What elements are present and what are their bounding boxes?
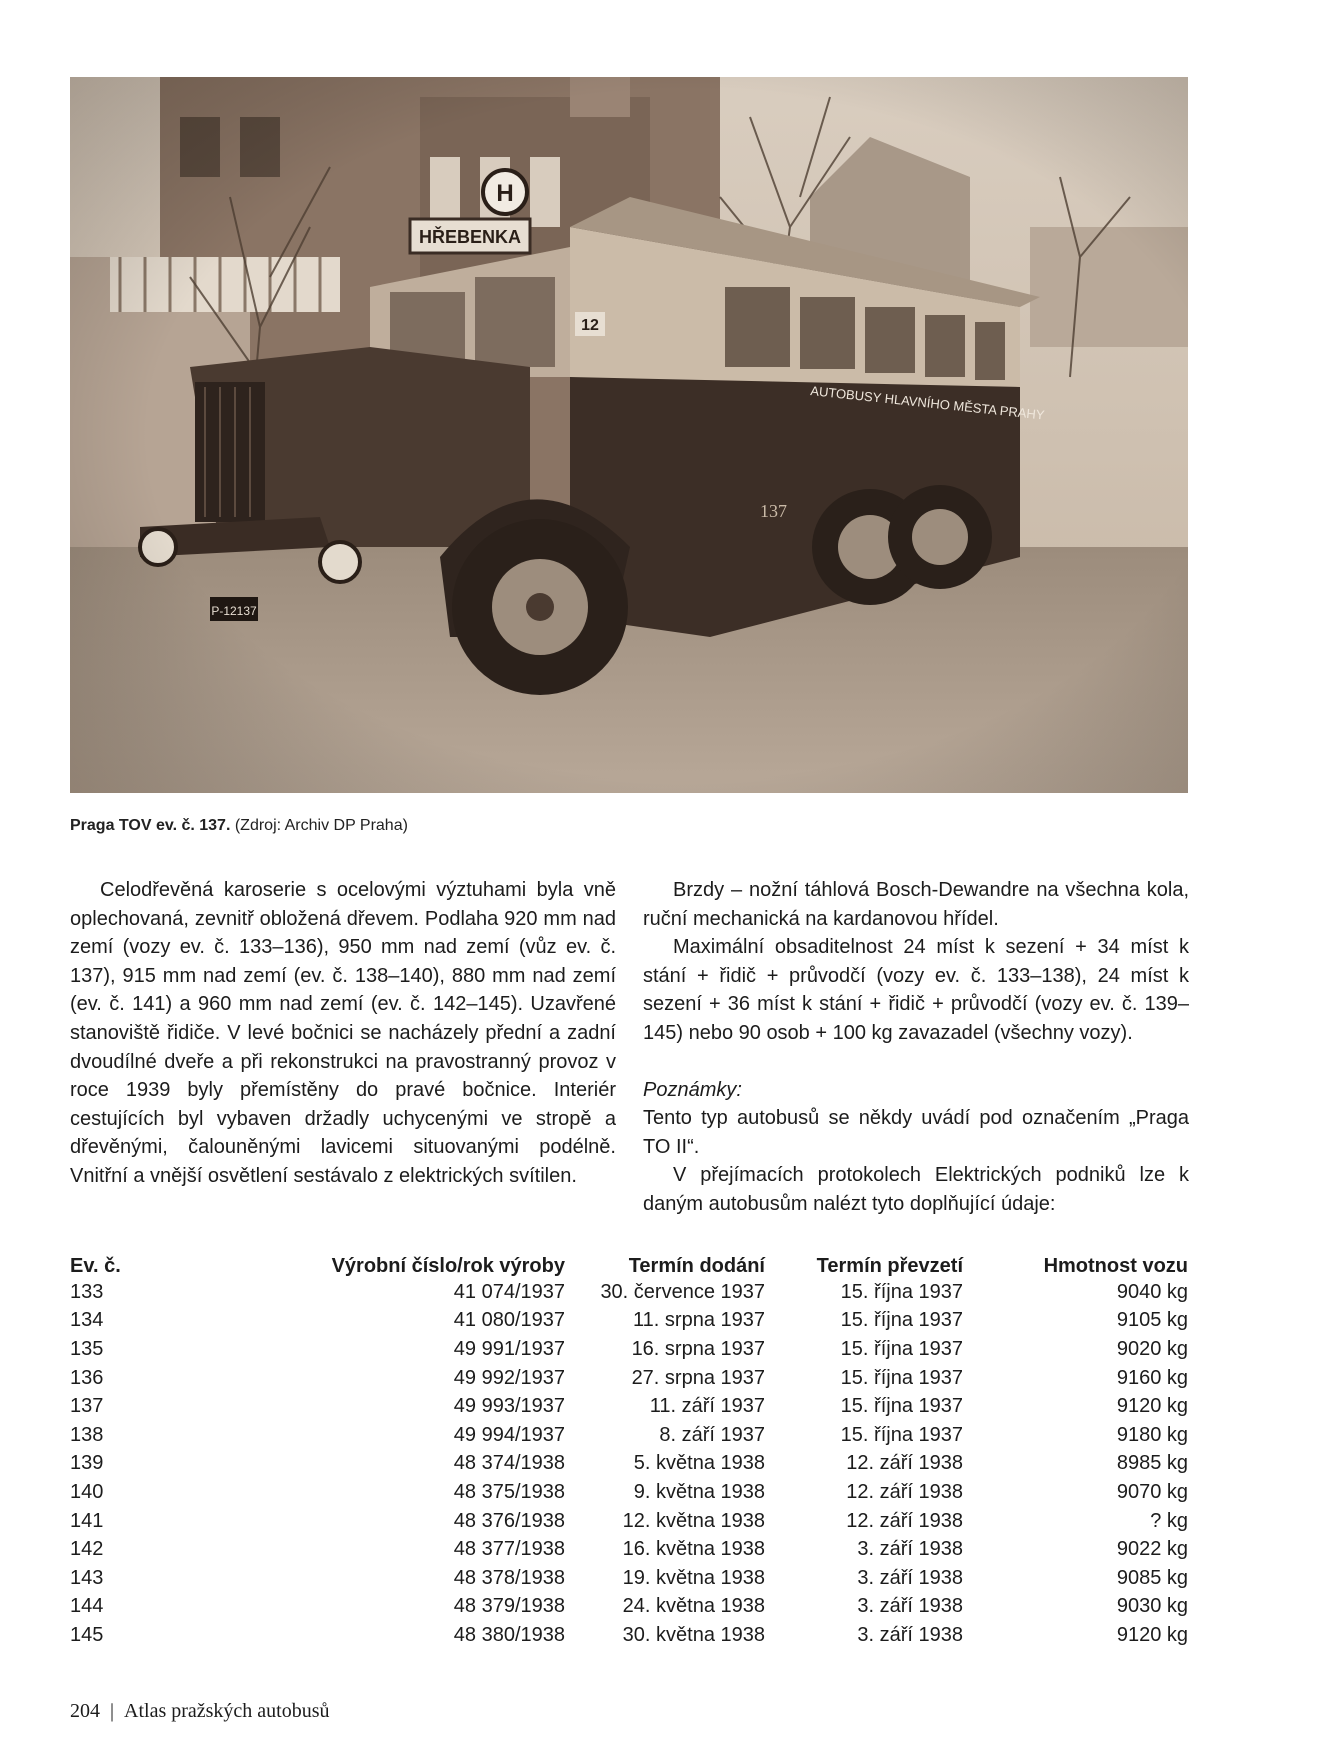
- table-header-row: [70, 1248, 1188, 1278]
- table-cell: 144: [70, 1595, 104, 1618]
- table-cell: 9020 kg: [1116, 1337, 1188, 1360]
- table-row: [70, 1450, 1188, 1479]
- table-cell: 9105 kg: [1116, 1309, 1188, 1332]
- table-cell: 48 378/1938: [453, 1566, 565, 1589]
- book-title: Atlas pražských autobusů: [124, 1700, 330, 1722]
- table-cell: 143: [70, 1566, 104, 1589]
- table-row: [70, 1478, 1188, 1507]
- table-cell: 49 991/1937: [453, 1337, 565, 1360]
- table-cell: 9030 kg: [1116, 1595, 1188, 1618]
- left-text-column: [70, 876, 616, 1191]
- table-cell: 9160 kg: [1116, 1366, 1188, 1389]
- table-cell: 48 376/1938: [453, 1509, 565, 1532]
- footer-separator: |: [110, 1700, 115, 1722]
- column-header: Termín převzetí: [816, 1255, 963, 1277]
- body-paragraph: Tento typ autobusů se někdy uvádí pod označením „Praga TO II“.: [643, 1107, 1189, 1158]
- table-cell: 16. května 1938: [622, 1538, 765, 1561]
- table-cell: 5. května 1938: [633, 1452, 765, 1475]
- column-header: Ev. č.: [70, 1255, 121, 1277]
- table-cell: 9085 kg: [1116, 1566, 1188, 1589]
- table-cell: 9120 kg: [1116, 1623, 1188, 1646]
- column-header: Termín dodání: [628, 1255, 765, 1277]
- table-row: [70, 1593, 1188, 1622]
- right-text-column: [643, 876, 1189, 1219]
- table-cell: 3. září 1938: [857, 1538, 963, 1561]
- body-paragraph: Celodřevěná karoserie s ocelovými výztuhami byla vně oplechovaná, zevnitř obložená dřevem. Podlaha 920 mm nad zemí (vozy ev. č. 133–136), 950 mm nad zemí (vůz ev. č. 137), 915 mm nad zemí (ev. č. 138–140), 880 mm nad zemí (ev. č. 141) a 960 mm nad zemí (ev. č. 142–145). Uzavřené stanoviště řidiče. V levé bočnici se nacházely přední a zadní dvoudílné dveře a při rekonstrukci na pravostranný provoz v roce 1939 byly přemístěny do pravé bočnice. Interiér cestujících byl vybaven držadly uchycenými ve stropě a dřevěnými, čalouněnými lavicemi situovanými podélně. Vnitřní a vnější osvětlení sestávalo z elektrických svítilen.: [70, 879, 616, 1187]
- table-cell: 15. října 1937: [840, 1423, 963, 1446]
- photo-caption: [70, 817, 408, 835]
- table-cell: 30. července 1937: [600, 1280, 765, 1303]
- table-cell: 3. září 1938: [857, 1566, 963, 1589]
- table-cell: 15. října 1937: [840, 1309, 963, 1332]
- table-row: [70, 1535, 1188, 1564]
- table-cell: 145: [70, 1623, 104, 1646]
- table-cell: 30. května 1938: [622, 1623, 765, 1646]
- table-cell: 24. května 1938: [622, 1595, 765, 1618]
- table-cell: 9180 kg: [1116, 1423, 1188, 1446]
- table-cell: 140: [70, 1480, 104, 1503]
- table-cell: 49 992/1937: [453, 1366, 565, 1389]
- table-cell: 9040 kg: [1116, 1280, 1188, 1303]
- table-cell: 48 377/1938: [453, 1538, 565, 1561]
- notes-label: Poznámky:: [643, 1078, 742, 1101]
- table-cell: 12. září 1938: [846, 1452, 963, 1475]
- body-paragraph: Maximální obsaditelnost 24 míst k sezení + 34 míst k stání + řidič + průvodčí (vozy ev. č. 133–138), 24 míst k sezení + 36 míst k stání + řidič + průvodčí (vozy ev. č. 139–145) nebo 90 osob + 100 kg zavazadel (všechny vozy).: [643, 936, 1189, 1044]
- table-cell: 48 379/1938: [453, 1595, 565, 1618]
- table-cell: 9120 kg: [1116, 1395, 1188, 1418]
- table-cell: 41 080/1937: [453, 1309, 565, 1332]
- table-cell: 11. září 1937: [649, 1395, 765, 1418]
- body-paragraph: V přejímacích protokolech Elektrických podniků lze k daným autobusům nalézt tyto doplňující údaje:: [643, 1164, 1189, 1215]
- table-cell: 9. května 1938: [633, 1480, 765, 1503]
- table-cell: 15. října 1937: [840, 1337, 963, 1360]
- table-cell: 12. září 1938: [846, 1480, 963, 1503]
- table-cell: 49 993/1937: [453, 1395, 565, 1418]
- table-cell: ? kg: [1150, 1509, 1188, 1532]
- table-cell: 48 380/1938: [453, 1623, 565, 1646]
- table-cell: 48 374/1938: [453, 1452, 565, 1475]
- bus-photo: [70, 77, 1188, 793]
- table-row: [70, 1392, 1188, 1421]
- table-row: [70, 1278, 1188, 1307]
- caption-source: (Zdroj: Archiv DP Praha): [230, 817, 408, 834]
- table-cell: 27. srpna 1937: [631, 1366, 765, 1389]
- table-row: [70, 1564, 1188, 1593]
- column-header: Hmotnost vozu: [1043, 1255, 1188, 1277]
- page-footer: [70, 1700, 330, 1723]
- table-row: [70, 1507, 1188, 1536]
- table-cell: 41 074/1937: [453, 1280, 565, 1303]
- table-cell: 49 994/1937: [453, 1423, 565, 1446]
- table-cell: 12. září 1938: [846, 1509, 963, 1532]
- table-cell: 8. září 1937: [659, 1423, 765, 1446]
- table-cell: 12. května 1938: [622, 1509, 765, 1532]
- table-cell: 15. října 1937: [840, 1280, 963, 1303]
- table-cell: 15. října 1937: [840, 1395, 963, 1418]
- table-cell: 134: [70, 1309, 104, 1332]
- table-row: [70, 1307, 1188, 1336]
- table-cell: 9070 kg: [1116, 1480, 1188, 1503]
- table-cell: 3. září 1938: [857, 1595, 963, 1618]
- table-cell: 9022 kg: [1116, 1538, 1188, 1561]
- table-cell: 137: [70, 1395, 104, 1418]
- table-row: [70, 1335, 1188, 1364]
- table-row: [70, 1364, 1188, 1393]
- table-cell: 139: [70, 1452, 104, 1475]
- table-cell: 138: [70, 1423, 104, 1446]
- table-cell: 11. srpna 1937: [633, 1309, 765, 1332]
- body-paragraph: Brzdy – nožní táhlová Bosch-Dewandre na všechna kola, ruční mechanická na kardanovou hřídel.: [643, 879, 1189, 930]
- bus-photo-illustration: [70, 77, 1188, 793]
- table-cell: 16. srpna 1937: [631, 1337, 765, 1360]
- column-header: Výrobní číslo/rok výroby: [331, 1255, 565, 1277]
- table-cell: 133: [70, 1280, 104, 1303]
- table-row: [70, 1621, 1188, 1650]
- table-cell: 3. září 1938: [857, 1623, 963, 1646]
- table-cell: 48 375/1938: [453, 1480, 565, 1503]
- table-body: [70, 1278, 1188, 1650]
- table-cell: 135: [70, 1337, 104, 1360]
- page-number: 204: [70, 1700, 100, 1722]
- table-cell: 19. května 1938: [622, 1566, 765, 1589]
- table-cell: 141: [70, 1509, 104, 1532]
- table-cell: 15. října 1937: [840, 1366, 963, 1389]
- table-cell: 8985 kg: [1116, 1452, 1188, 1475]
- vehicle-data-table: [70, 1248, 1188, 1650]
- table-cell: 136: [70, 1366, 104, 1389]
- caption-title: Praga TOV ev. č. 137.: [70, 817, 231, 834]
- table-cell: 142: [70, 1538, 104, 1561]
- table-row: [70, 1421, 1188, 1450]
